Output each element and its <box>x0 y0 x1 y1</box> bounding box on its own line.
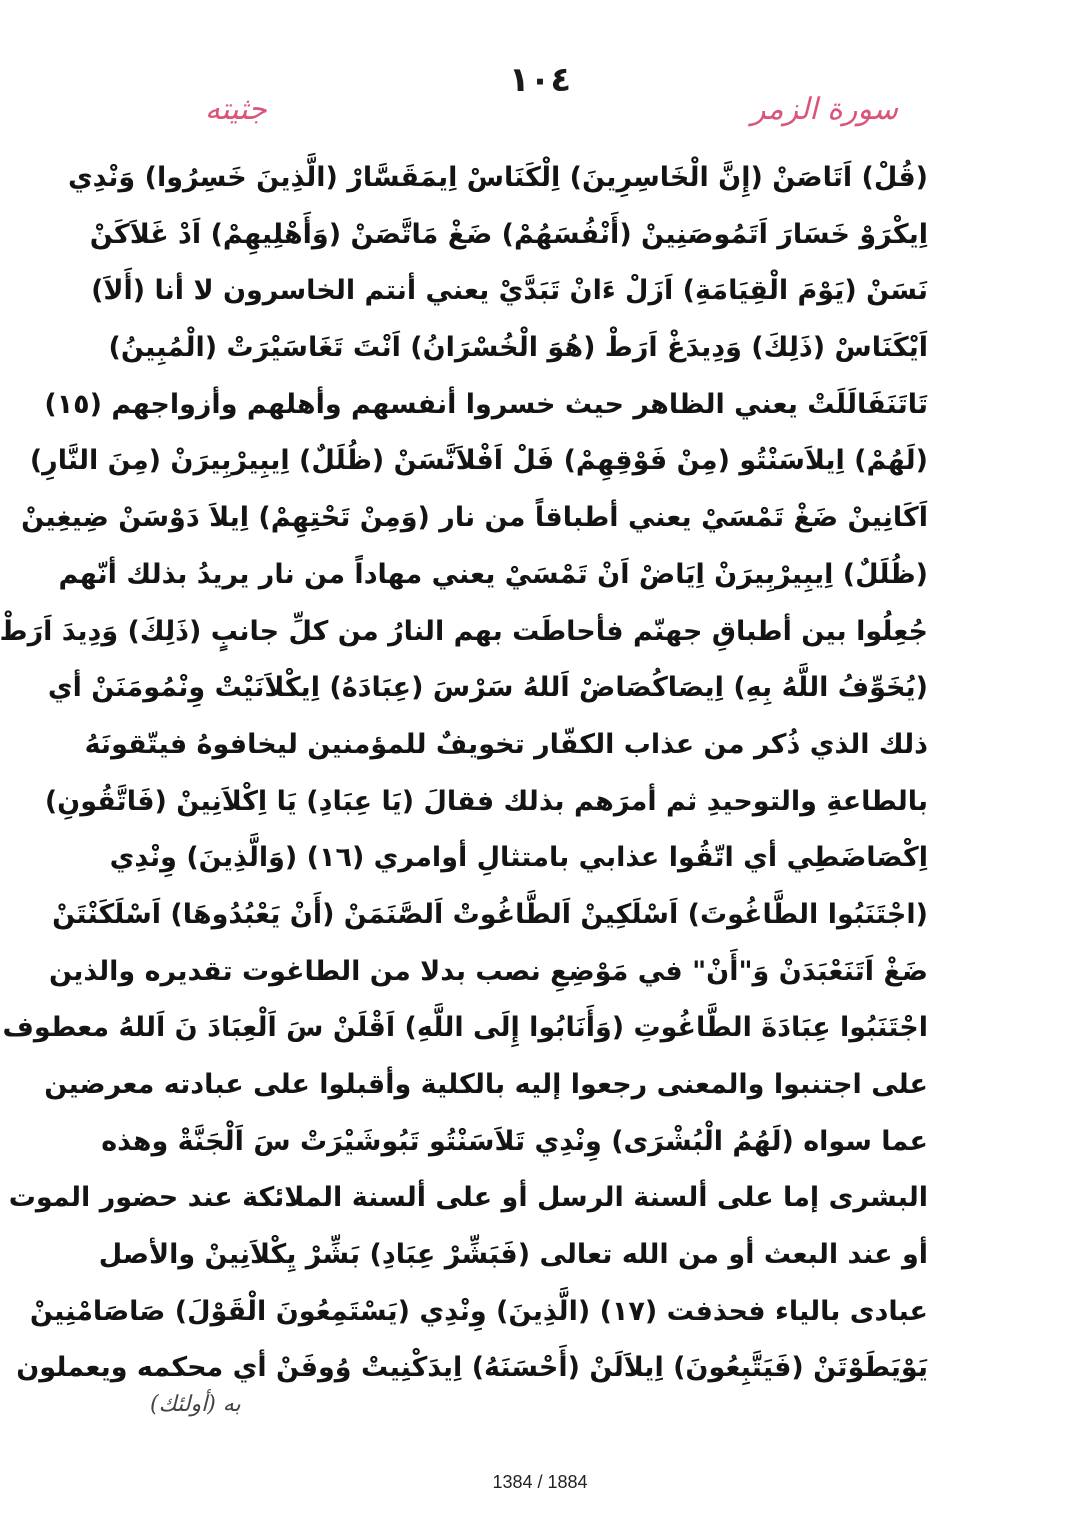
text-line: ضَغْ اَتَنَعْبَدَنْ وَ"أَنْ" في مَوْضِعِ نصب بدلا من الطاغوت تقديره والذين <box>48 955 928 987</box>
text-line: البشرى إما على ألسنة الرسل أو على ألسنة الملائكة عند حضور الموت <box>8 1182 928 1214</box>
page-counter: 1384 / 1884 <box>492 1472 588 1492</box>
text-line: تَاتَنَفَالَلَتْ يعني الظاهر حيث خسروا أنفسهم وأهلهم وأزواجهم (١٥) <box>44 388 928 420</box>
handwritten-footnote: به (أولئك) <box>150 1392 241 1417</box>
text-line: نَسَنْ (يَوْمَ الْقِيَامَةِ) اَزَلْ ءَانْ تَبَدَّيْ يعني أنتم الخاسرون لا أنا (أَلاَ) <box>91 275 928 307</box>
text-line: اِكْصَاضَطِي أي اتّقُوا عذابي بامتثالِ أوامري (١٦) (وَالَّذِينَ) وِنْدِي <box>109 842 928 874</box>
surah-title-handwritten: سورة الزمر <box>750 92 898 127</box>
text-line: (ظُلَلٌ) اِيبِيرْبِيرَنْ اِيَاضْ اَنْ تَمْسَيْ يعني مهاداً من نار يريدُ بذلك أنّهم <box>58 558 928 590</box>
page-number: ١٠٤ <box>508 60 572 100</box>
text-line: اِيكْرَوْ خَسَارَ اَتَمُوصَنِينْ (أَنْفُسَهُمْ) ضَغْ مَاتَّصَنْ (وَأَهْلِيهِمْ) اَدْ غَلاَكَنْ <box>89 218 928 250</box>
text-line: (اجْتَنَبُوا الطَّاغُوتَ) اَسْلَكِينْ اَلطَّاغُوتْ اَلصَّنَمَنْ (أَنْ يَعْبُدُوهَا) اَسْلَكَنْتَنْ <box>52 898 928 930</box>
text-line: بالطاعةِ والتوحيدِ ثم أمرَهم بذلك فقالَ (يَا عِبَادِ) يَا اِكْلاَنِينْ (فَاتَّقُونِ) <box>44 785 928 817</box>
text-line: اجْتَنَبُوا عِبَادَةَ الطَّاغُوتِ (وَأَنَابُوا إِلَى اللَّهِ) اَقْلَنْ سَ اَلْعِبَادَ نَ اَللهُ معطوف <box>2 1012 928 1044</box>
text-line: عبادى بالياء فحذفت (١٧) (الَّذِينَ) وِنْدِي (يَسْتَمِعُونَ الْقَوْلَ) صَاصَامْنِينْ <box>29 1295 928 1327</box>
margin-note-handwritten: جثيته <box>205 92 267 127</box>
text-line: يَوْيَطَوْتَنْ (فَيَتَّبِعُونَ) اِيلاَلَنْ (أَحْسَنَهُ) اِيدَكْنِيتْ وُوفَنْ أي محكمه ويعملون <box>16 1352 928 1384</box>
text-line: اَيْكَنَاسْ (ذَلِكَ) وَدِيدَغْ اَرَطْ (هُوَ الْخُسْرَانُ) اَنْتَ تَغَاسَيْرَتْ (الْمُبِينُ) <box>108 332 928 364</box>
text-line: جُعِلُوا بين أطباقِ جهنّم فأحاطَت بهم النارُ من كلِّ جانبٍ (ذَلِكَ) وَدِيدَ اَرَطْ <box>0 615 928 647</box>
text-line: ذلك الذي ذُكر من عذاب الكفّار تخويفٌ للمؤمنين ليخافوهُ فيتّقونَهُ <box>84 728 928 760</box>
text-line: على اجتنبوا والمعنى رجعوا إليه بالكلية وأقبلوا على عبادته معرضين <box>44 1069 928 1100</box>
text-line: عما سواه (لَهُمُ الْبُشْرَى) وِنْدِي تَلاَسَنْتُو تَبُوشَيْرَتْ سَ اَلْجَنَّةْ وهذه <box>101 1125 928 1157</box>
text-line: (يُخَوِّفُ اللَّهُ بِهِ) اِيصَاكُصَاضْ اَللهُ سَرْسَ (عِبَادَهُ) اِيكْلاَنَيْتْ وِنْمُومَنَنْ أي <box>47 672 928 704</box>
text-line: (لَهُمْ) اِيلاَسَنْتُو (مِنْ فَوْقِهِمْ) فَلْ اَفْلاَنَّسَنْ (ظُلَلٌ) اِيبِيرْبِيرَنْ (مِنَ النَّارِ) <box>29 445 928 477</box>
main-text-block <box>0 150 928 1397</box>
text-line: (قُلْ) اَتَاصَنْ (إِنَّ الْخَاسِرِينَ) اِلْكَنَاسْ اِيمَقَسَّارْ (الَّذِينَ خَسِرُوا) وَنْدِي <box>67 162 928 193</box>
text-line: اَكَانِينْ ضَغْ تَمْسَيْ يعني أطباقاً من نار (وَمِنْ تَحْتِهِمْ) اِيلاَ دَوْسَنْ ضِيغِينْ <box>21 502 928 534</box>
text-line: أو عند البعث أو من الله تعالى (فَبَشِّرْ عِبَادِ) بَشِّرْ يِكْلاَنِينْ والأصل <box>98 1239 928 1271</box>
